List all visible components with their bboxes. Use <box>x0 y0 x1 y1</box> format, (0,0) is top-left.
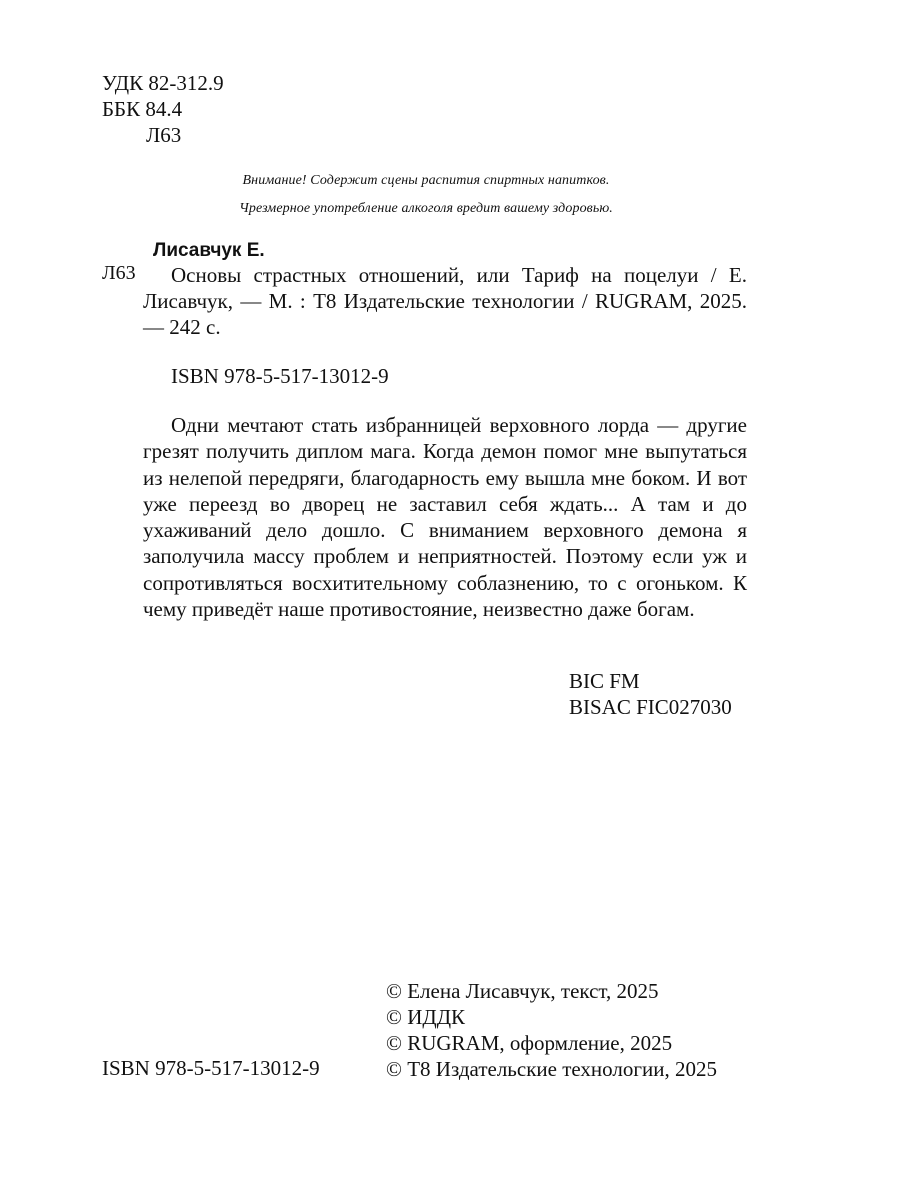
bibliographic-description: Основы страстных отношений, или Тариф на поцелуи / Е. Лисавчук, — М. : Т8 Издательские технологии / RUGRAM, 2025. — 242 с. <box>143 263 747 339</box>
author-heading: Лисавчук Е. <box>153 240 265 261</box>
udk-code: УДК 82-312.9 <box>102 71 224 95</box>
copyright-line: © Т8 Издательские технологии, 2025 <box>386 1057 717 1081</box>
bibliographic-author-mark: Л63 <box>102 262 136 284</box>
alcohol-warning <box>0 167 852 223</box>
copyright-line: © ИДДК <box>386 1005 466 1029</box>
copyright-block <box>386 978 717 1082</box>
copyright-line: © RUGRAM, оформление, 2025 <box>386 1031 673 1055</box>
isbn-record: ISBN 978-5-517-13012-9 <box>171 364 389 388</box>
author-mark: Л63 <box>146 123 182 147</box>
annotation-text: Одни мечтают стать избранницей верховного лорда — другие грезят получить диплом мага. Когда демон помог мне выпутаться из нелепой передряги, благодарность ему вышла мне боком. И вот уже переезд во дворец не заставил себя ждать... А там и до ухаживаний дело дошло. С вниманием верховного демона я заполучила массу проблем и неприятностей. Поэтому если уж и сопротивляться восхитительному соблазнению, то с огоньком. К чему приведёт наше противостояние, неизвестно даже богам. <box>143 413 747 622</box>
isbn-footer: ISBN 978-5-517-13012-9 <box>102 1056 320 1080</box>
bic-code: BIC FM <box>569 669 640 693</box>
subject-classification <box>569 668 732 720</box>
copyright-line: © Елена Лисавчук, текст, 2025 <box>386 979 659 1003</box>
classification-codes <box>102 70 224 148</box>
warning-line-2: Чрезмерное употребление алкоголя вредит вашему здоровью. <box>239 201 613 216</box>
bbk-code: ББК 84.4 <box>102 97 183 121</box>
warning-line-1: Внимание! Содержит сцены распития спиртных напитков. <box>242 173 610 188</box>
bisac-code: BISAC FIC027030 <box>569 695 732 719</box>
